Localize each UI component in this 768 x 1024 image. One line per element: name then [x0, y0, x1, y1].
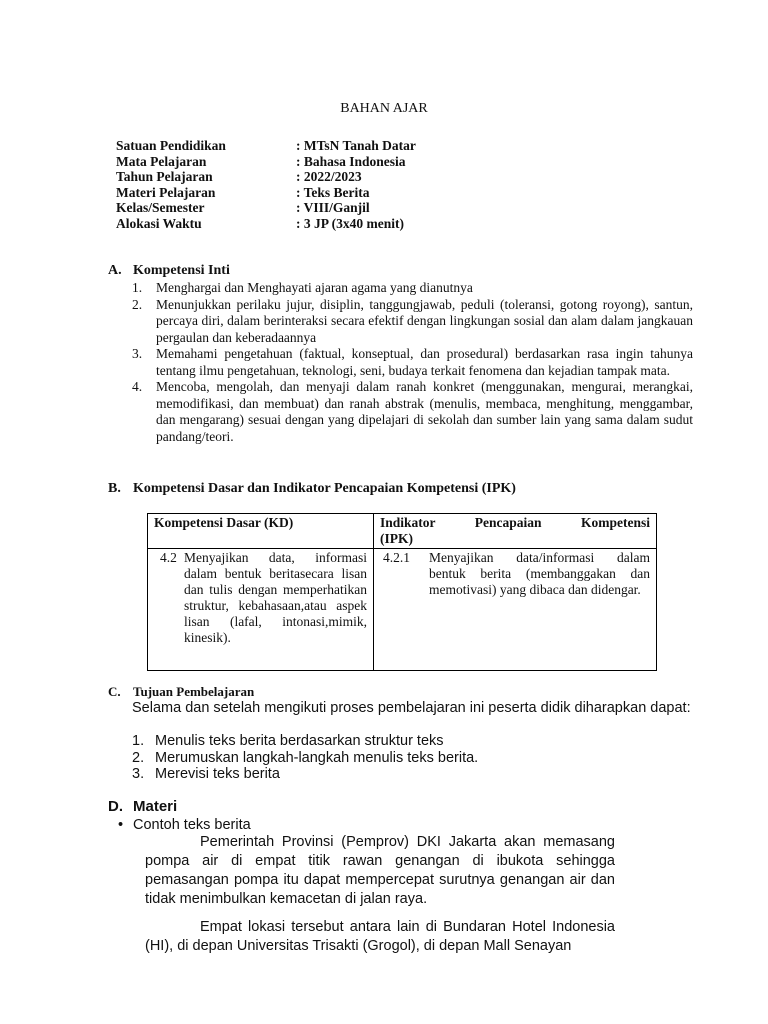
item-text: Merumuskan langkah-langkah menulis teks berita.	[155, 749, 479, 766]
document-title: BAHAN AJAR	[340, 101, 428, 116]
kd-cell-content	[154, 550, 367, 646]
section-letter: B.	[108, 481, 121, 496]
news-paragraph: Empat lokasi tersebut antara lain di Bundaran Hotel Indonesia (HI), di depan Universitas Trisakti (Grogol), di depan Mall Senayan	[145, 919, 615, 954]
info-row	[116, 185, 416, 201]
table-header-row	[148, 514, 657, 549]
info-value: : 2022/2023	[296, 169, 362, 184]
kd-cell	[148, 549, 374, 671]
header-ipk-line1: Indikator Pencapaian Kompetensi	[380, 515, 650, 530]
item-number: 4.	[132, 379, 143, 394]
info-row	[116, 216, 416, 232]
item-text: Menulis teks berita berdasarkan struktur teks	[155, 733, 444, 749]
item-text: Menghargai dan Menghayati ajaran agama yang dianutnya	[156, 280, 473, 295]
section-title: Tujuan Pembelajaran	[133, 684, 255, 699]
identity-block	[116, 138, 416, 231]
list-item	[132, 297, 693, 347]
section-letter: D.	[108, 798, 123, 815]
kd-number: 4.2	[160, 550, 177, 565]
info-value: : Teks Berita	[296, 184, 370, 200]
list-item	[132, 750, 697, 767]
info-row	[116, 200, 416, 216]
ipk-cell	[374, 549, 657, 671]
section-title: Kompetensi Inti	[133, 263, 230, 278]
news-paragraph: Pemerintah Provinsi (Pemprov) DKI Jakarta akan memasang pompa air di empat titik rawan genangan di ibukota sehingga pemasangan pompa itu dapat mempercepat surutnya genangan air dan tidak menimbulkan kemacetan di jalan raya.	[145, 834, 615, 907]
list-item	[132, 379, 693, 445]
item-text: Merevisi teks berita	[155, 766, 280, 782]
section-d-heading	[108, 798, 177, 815]
tujuan-intro: Selama dan setelah mengikuti proses pembelajaran ini peserta didik diharapkan dapat:	[132, 700, 691, 716]
header-kd: Kompetensi Dasar (KD)	[148, 514, 374, 549]
materi-bullet-item	[118, 817, 251, 833]
item-text: Menunjukkan perilaku jujur, disiplin, tanggungjawab, peduli (toleransi, gotong royong), santun, percaya diri, dalam berinteraksi secara efektif dengan lingkungan sosial dan alam dalam jangkauan pergaulan dan keberadaannya	[156, 296, 693, 345]
item-number: 3.	[132, 766, 145, 782]
item-number: 1.	[132, 733, 145, 749]
item-number: 3.	[132, 346, 143, 361]
info-value: : Bahasa Indonesia	[296, 153, 406, 169]
ipk-number: 4.2.1	[383, 550, 410, 565]
list-item	[132, 346, 693, 379]
section-title: Materi	[133, 798, 178, 815]
kd-text: Menyajikan data, informasi dalam bentuk beritasecara lisan dan tulis dengan memperhatikan struktur, kebahasaan,atau aspek lisan (lafal, intonasi,mimik, kinesik).	[184, 550, 367, 645]
list-item	[132, 733, 697, 750]
header-ipk	[374, 514, 657, 549]
section-a-heading	[108, 263, 230, 279]
bullet-text: Contoh teks berita	[133, 817, 251, 833]
info-value: : 3 JP (3x40 menit)	[296, 215, 404, 231]
item-text: Mencoba, mengolah, dan menyaji dalam ranah konkret (menggunakan, mengurai, merangkai, memodifikasi, dan membuat) dan ranah abstrak (menulis, membaca, menghitung, menggambar, dan mengarang) sesuai dengan yang dipelajari di sekolah dan sumber lain yang sama dalam sudut pandang/teori.	[156, 379, 693, 444]
ipk-cell-content	[380, 550, 650, 598]
section-title: Kompetensi Dasar dan Indikator Pencapaian Kompetensi (IPK)	[133, 481, 516, 496]
section-letter: A.	[108, 263, 122, 278]
list-item	[132, 766, 697, 783]
tujuan-list	[132, 733, 697, 783]
table-row	[148, 549, 657, 671]
ipk-text: Menyajikan data/informasi dalam bentuk berita (membanggakan dan memotivasi) yang dibaca dan didengar.	[429, 550, 650, 597]
section-letter: C.	[108, 684, 121, 699]
section-b-heading	[108, 481, 516, 497]
info-label: Materi Pelajaran	[116, 184, 216, 200]
info-label: Satuan Pendidikan	[116, 138, 226, 153]
item-number: 2.	[132, 749, 145, 766]
info-label: Kelas/Semester	[116, 200, 205, 215]
item-text: Memahami pengetahuan (faktual, konseptual, dan prosedural) berdasarkan rasa ingin tahunya tentang ilmu pengetahuan, teknologi, seni, budaya terkait fenomena dan kejadian tampak mata.	[156, 346, 693, 378]
kompetensi-inti-list	[132, 280, 693, 445]
item-number: 2.	[132, 296, 143, 312]
info-row	[116, 138, 416, 154]
info-value: : MTsN Tanah Datar	[296, 138, 416, 153]
info-label: Alokasi Waktu	[116, 215, 202, 231]
info-row	[116, 154, 416, 170]
info-value: : VIII/Ganjil	[296, 200, 370, 215]
list-item	[132, 280, 693, 297]
section-c-heading	[108, 684, 254, 700]
info-label: Tahun Pelajaran	[116, 169, 213, 184]
header-ipk-line2: (IPK)	[380, 531, 413, 546]
item-number: 1.	[132, 280, 143, 295]
info-label: Mata Pelajaran	[116, 153, 207, 169]
kd-ipk-table	[147, 513, 657, 671]
bullet-icon: •	[118, 817, 124, 833]
info-row	[116, 169, 416, 185]
